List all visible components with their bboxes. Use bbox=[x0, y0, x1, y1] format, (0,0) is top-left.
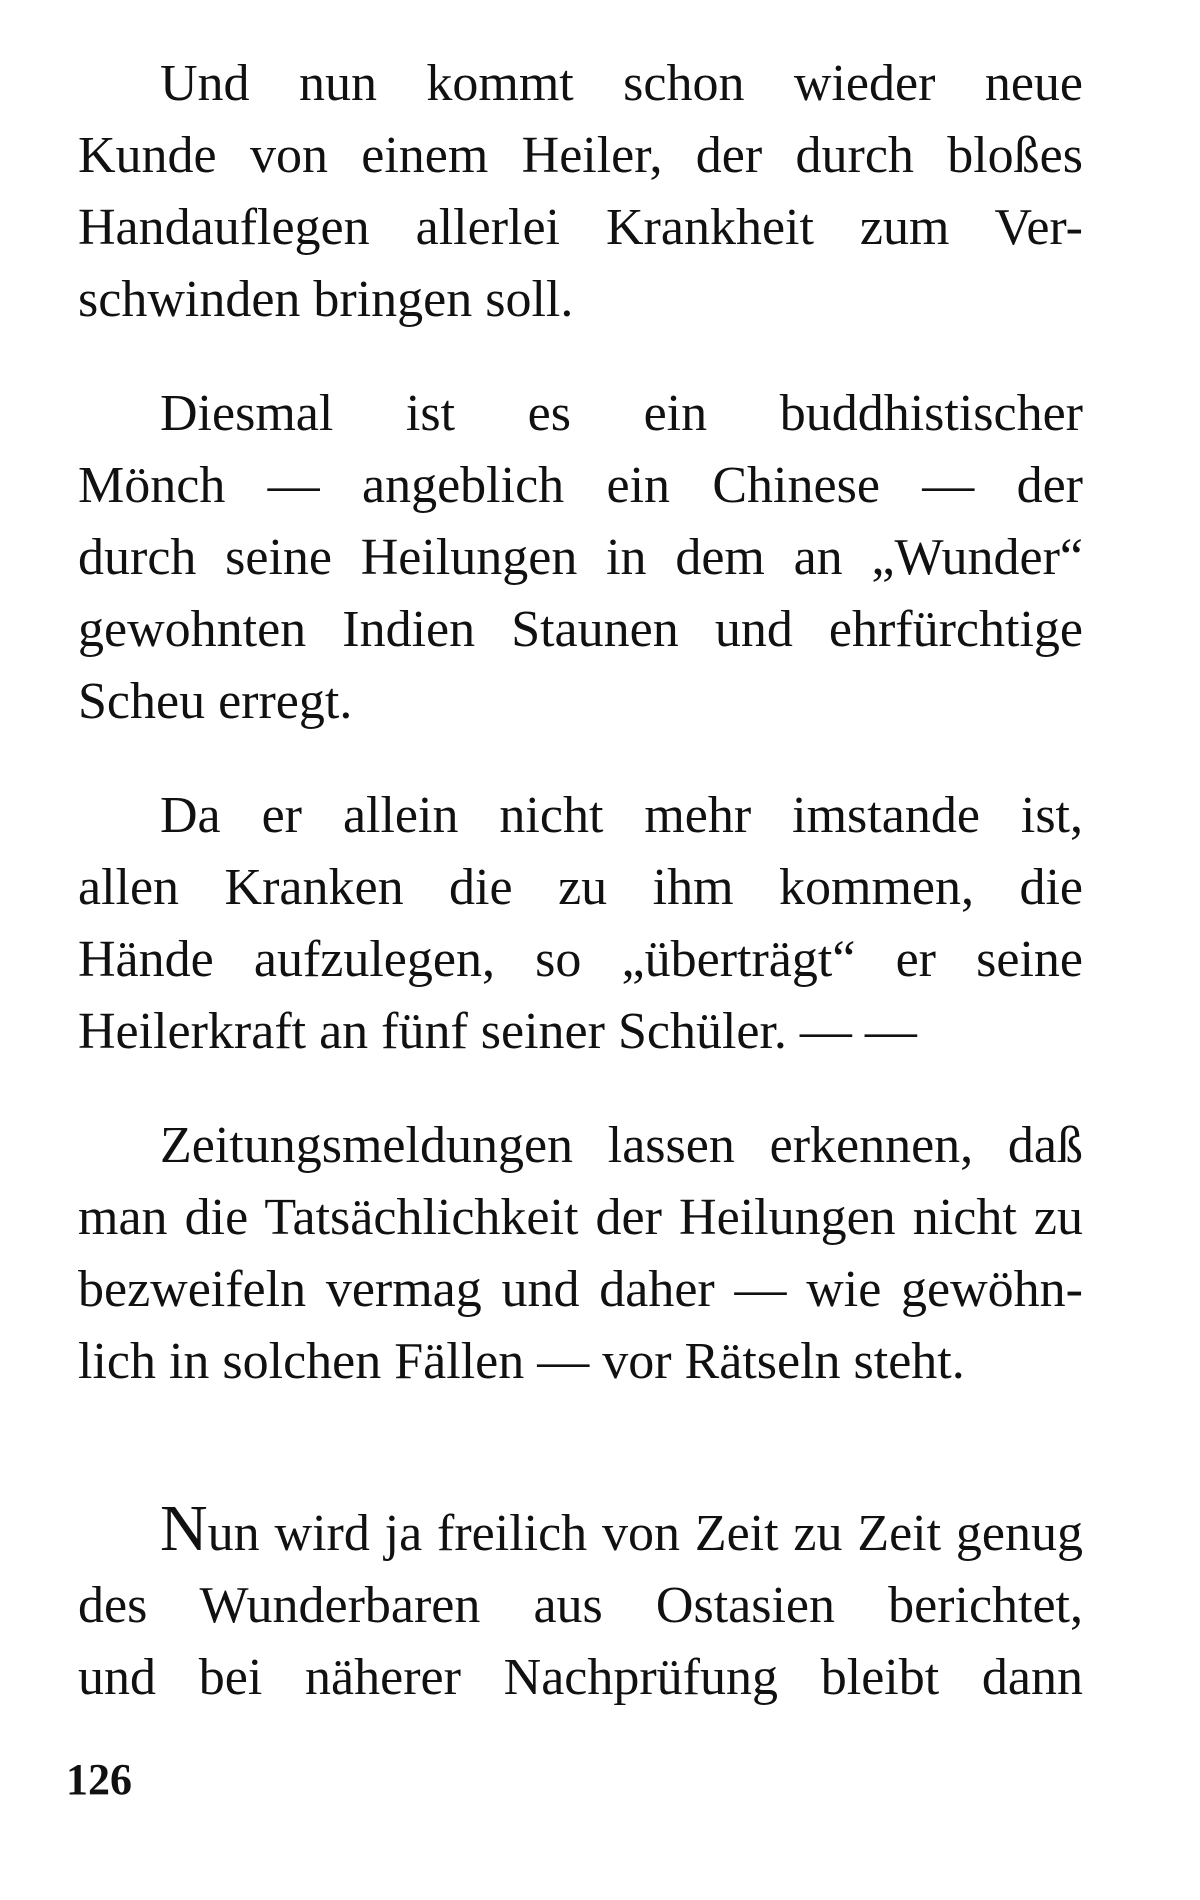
paragraph-4 bbox=[78, 1110, 1083, 1398]
paragraph-3 bbox=[78, 780, 1083, 1068]
text-line: bezweifeln vermag und daher — wie gewöhn- bbox=[78, 1261, 1083, 1318]
text-line: des Wunderbaren aus Ostasien berichtet, bbox=[78, 1577, 1083, 1634]
text-line: Handauflegen allerlei Krankheit zum Ver- bbox=[78, 199, 1083, 256]
page-number: 126 bbox=[66, 1755, 132, 1804]
text-line: Mönch — angeblich ein Chinese — der bbox=[78, 457, 1083, 514]
text-line: allen Kranken die zu ihm kommen, die bbox=[78, 859, 1083, 916]
drop-initial: N bbox=[160, 1498, 208, 1565]
text-line: Da er allein nicht mehr imstande ist, bbox=[160, 787, 1083, 844]
text-line: Kunde von einem Heiler, der durch bloßes bbox=[78, 127, 1083, 184]
paragraph-1 bbox=[78, 48, 1083, 336]
text-line: Scheu erregt. bbox=[78, 673, 353, 730]
text-line: schwinden bringen soll. bbox=[78, 271, 574, 328]
page-body bbox=[78, 48, 1083, 1756]
text-line: lich in solchen Fällen — vor Rätseln steht. bbox=[78, 1333, 965, 1390]
text-line: Hände aufzulegen, so „überträgt“ er seine bbox=[78, 931, 1083, 988]
text-line: Zeitungsmeldungen lassen erkennen, daß bbox=[160, 1117, 1083, 1174]
text-line: durch seine Heilungen in dem an „Wunder“ bbox=[78, 529, 1083, 586]
text-line: gewohnten Indien Staunen und ehrfürchtige bbox=[78, 601, 1083, 658]
text-line: Diesmal ist es ein buddhistischer bbox=[160, 385, 1083, 442]
text-line: Heilerkraft an fünf seiner Schüler. — — bbox=[78, 1003, 917, 1060]
text-line bbox=[78, 1498, 1083, 1570]
paragraph-5 bbox=[78, 1498, 1083, 1714]
text-line: Und nun kommt schon wieder neue bbox=[160, 55, 1083, 112]
text-line: und bei näherer Nachprüfung bleibt dann bbox=[78, 1649, 1083, 1706]
first-line-rest: un wird ja freilich von Zeit zu Zeit genug bbox=[207, 1505, 1083, 1562]
paragraph-2 bbox=[78, 378, 1083, 738]
text-line: man die Tatsächlichkeit der Heilungen nicht zu bbox=[78, 1189, 1083, 1246]
